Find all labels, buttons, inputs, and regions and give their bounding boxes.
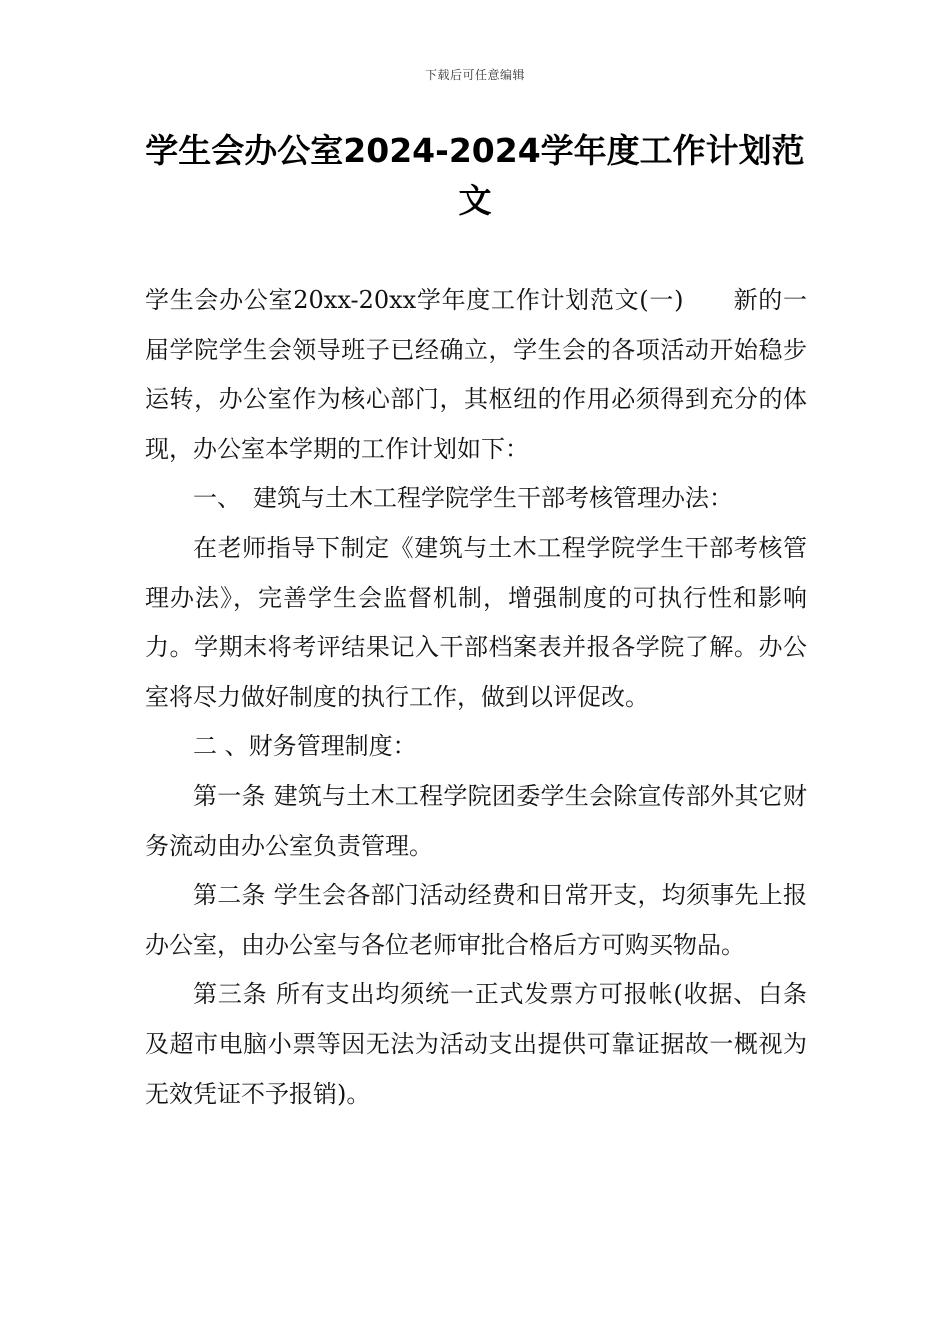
paragraph-intro: 学生会办公室20xx-20xx学年度工作计划范文(一) 新的一届学院学生会领导班子已经确立，学生会的各项活动开始稳步运转，办公室作为核心部门，其枢纽的作用必须得到充分的体现，办公室本学期的工作计划如下： xyxy=(145,286,807,463)
section-heading-1: 一、 建筑与土木工程学院学生干部考核管理办法： xyxy=(193,484,733,513)
paragraph-article-1: 第一条 建筑与土木工程学院团委学生会除宣传部外其它财务流动由办公室负责管理。 xyxy=(145,781,807,860)
page-header-note: 下载后可任意编辑 xyxy=(424,68,525,82)
paragraph-article-2: 第二条 学生会各部门活动经费和日常开支，均须事先上报办公室，由办公室与各位老师审批合格后方可购买物品。 xyxy=(145,881,807,959)
document-title: 学生会办公室2024-2024学年度工作计划范文 xyxy=(145,131,805,220)
paragraph-article-3: 第三条 所有支出均须统一正式发票方可报帐(收据、白条及超市电脑小票等因无法为活动支出提供可靠证据故一概视为无效凭证不予报销)。 xyxy=(145,980,807,1108)
document-body xyxy=(145,276,807,1119)
paragraph-section-1: 在老师指导下制定《建筑与土木工程学院学生干部考核管理办法》，完善学生会监督机制，增强制度的可执行性和影响力。学期末将考评结果记入干部档案表并报各学院了解。办公室将尽力做好制度的执行工作，做到以评促改。 xyxy=(145,533,807,711)
section-heading-2: 二 、财务管理制度： xyxy=(193,732,417,761)
